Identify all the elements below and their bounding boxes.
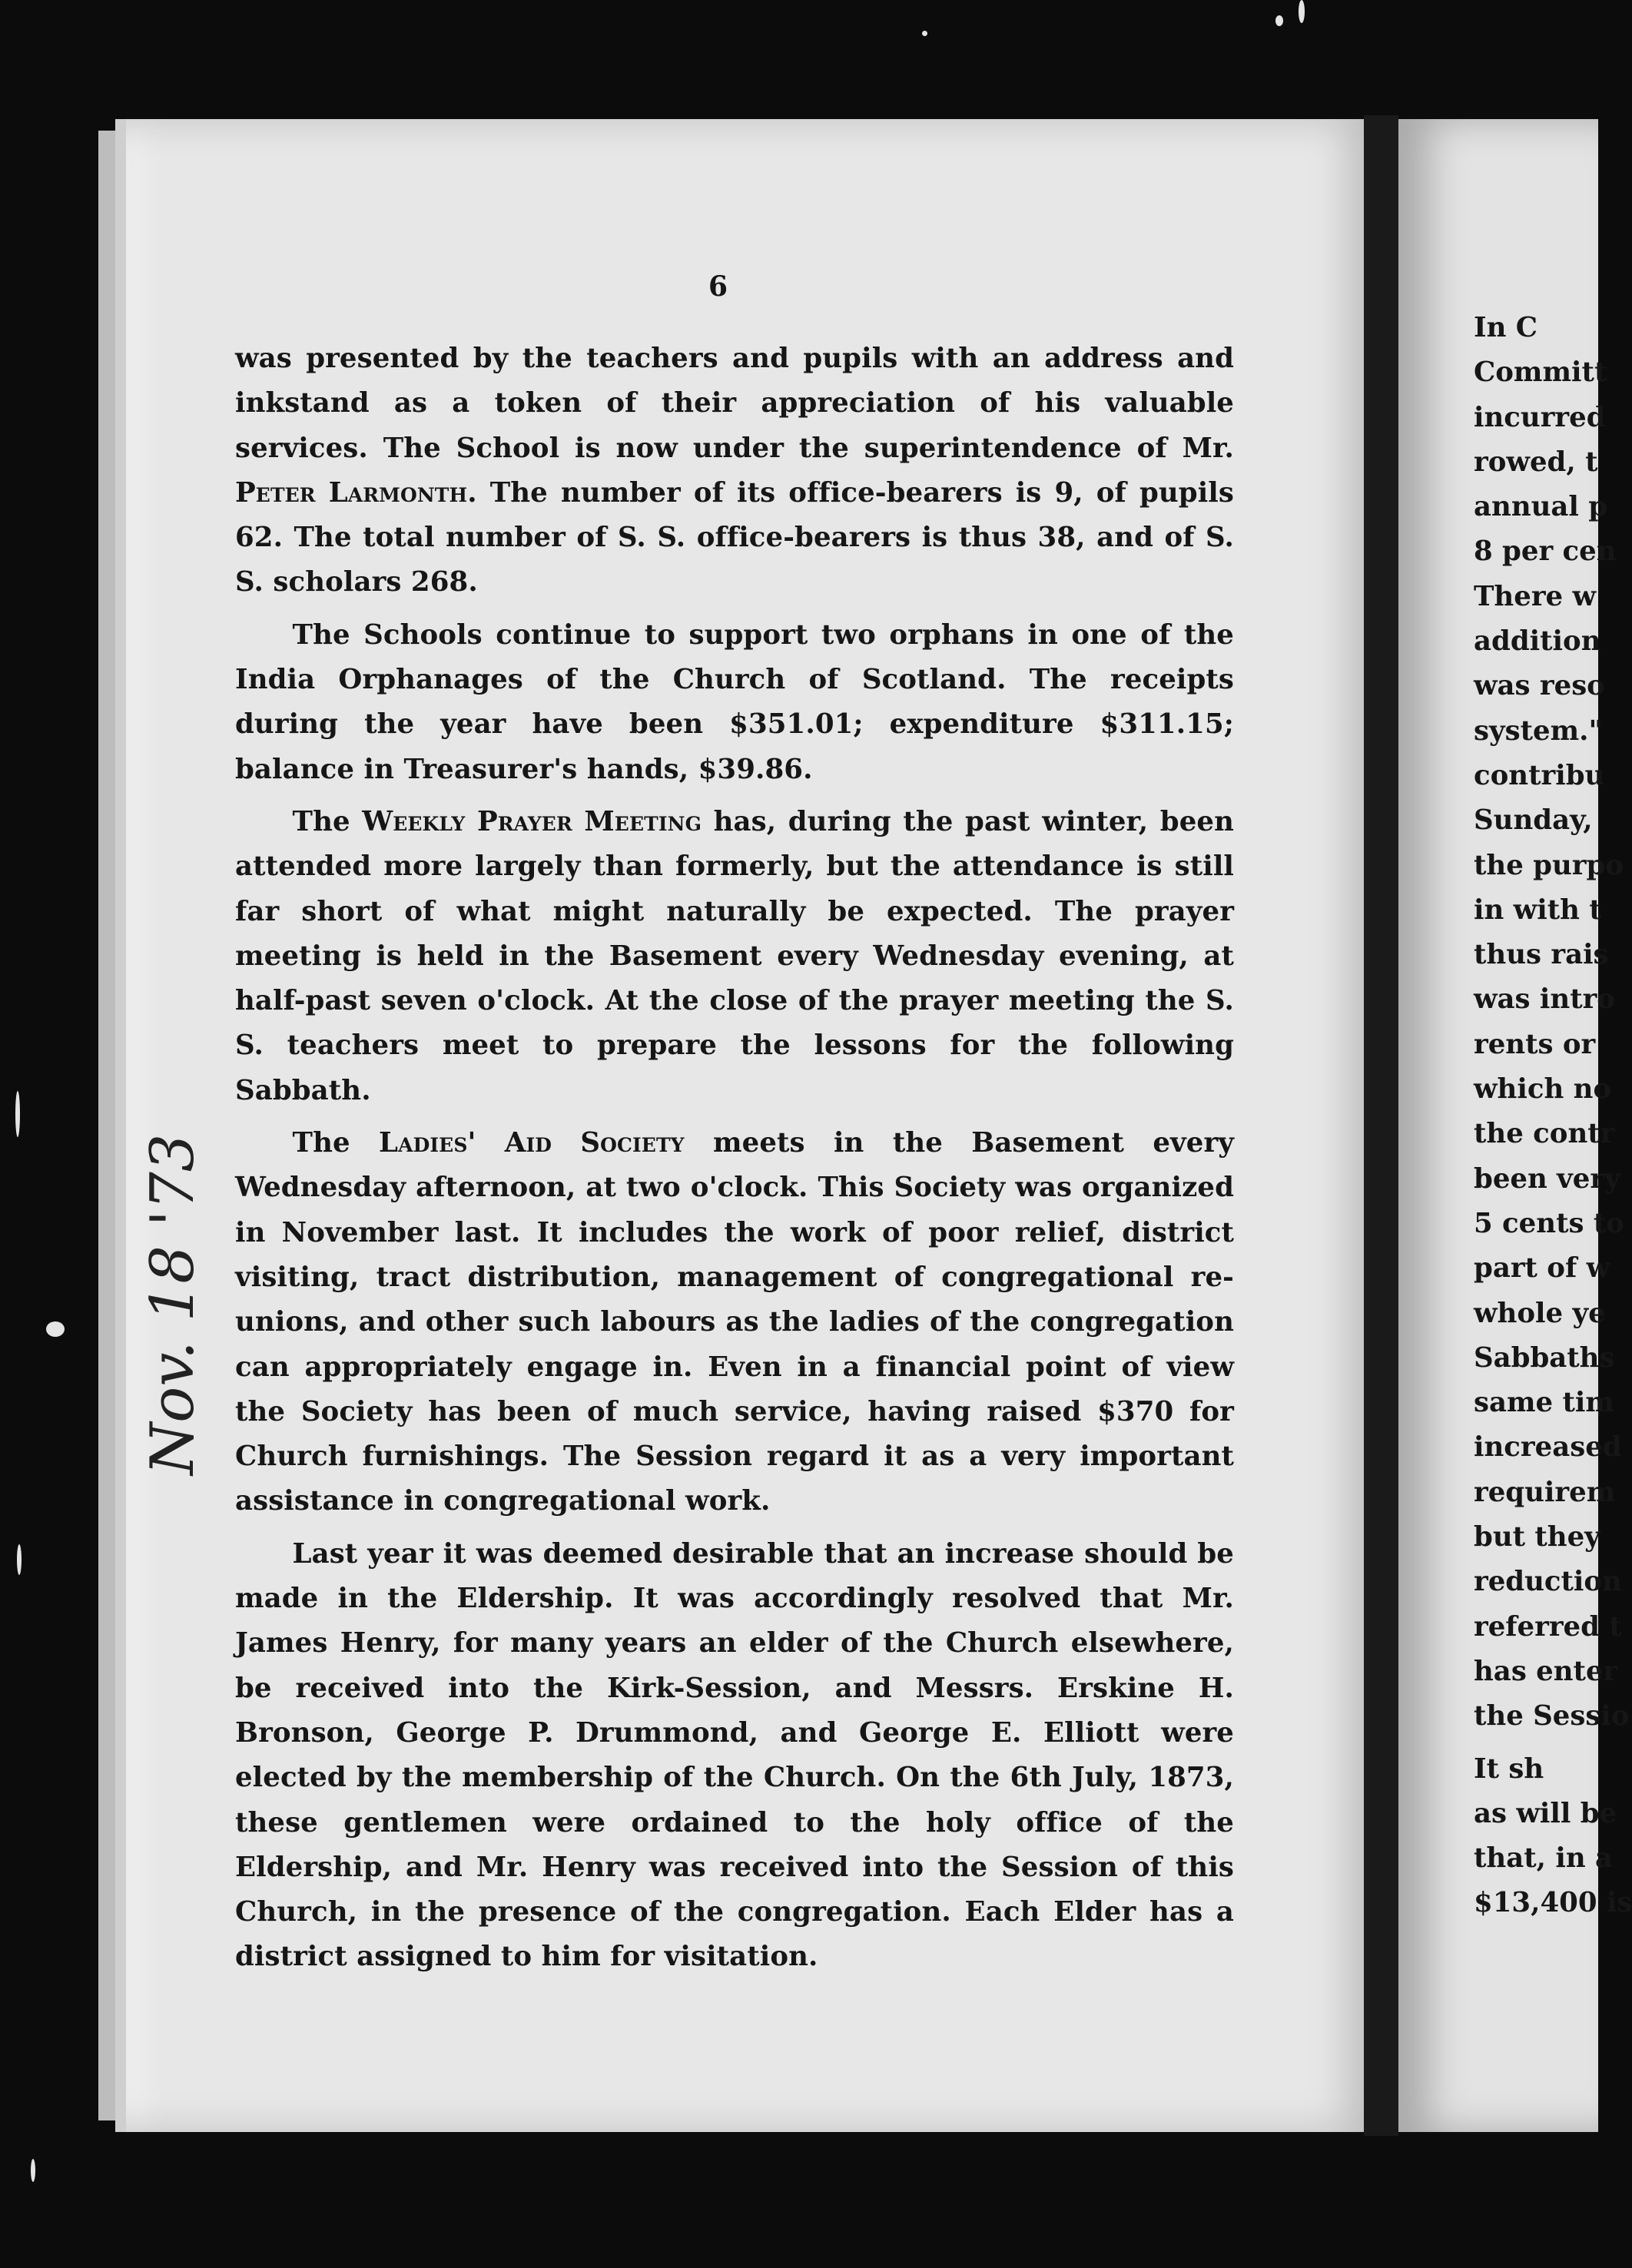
right-page-line: was intro (1474, 983, 1615, 1016)
right-page-line: 8 per cen (1474, 536, 1617, 568)
superintendent-name: Peter Larmonth. (235, 476, 477, 509)
right-page-line: as will be (1474, 1797, 1617, 1829)
paragraph-school (235, 337, 1234, 605)
right-page-line: rents or (1474, 1028, 1596, 1060)
right-page-line: thus rais (1474, 939, 1609, 971)
right-page-line: annual p (1474, 491, 1608, 523)
right-page-line: part of w (1474, 1252, 1610, 1285)
right-page-line: incurred (1474, 401, 1606, 433)
left-page-text (235, 337, 1234, 1988)
dust-speck (922, 31, 927, 36)
paragraph-text: was presented by the teachers and pupils with an address and inkstand as a token of their appreciation of his valuable services. The School is now under the superintendence of Mr. (235, 343, 1234, 464)
dust-speck (17, 1544, 22, 1575)
handwritten-margin-note: Nov. 18 '73 (138, 1133, 207, 1475)
right-page-line: Sunday, (1474, 804, 1593, 837)
paragraph-eldership: Last year it was deemed desirable that an increase should be made in the Eldership. It was accordingly resolved that Mr. James Henry, for many years an elder of the Church elsewhere, be received into the Kirk-Session, and Messrs. Erskine H. Bronson, George P. Drummond, and George E. Elliott were elected by the membership of the Church. On the 6th July, 1873, these gentlemen were ordained to the holy office of the Eldership, and Mr. Henry was received into the Session of this Church, in the presence of the congregation. Each Elder has a district assigned to him for visitation. (235, 1537, 1234, 1973)
paragraph-text: has, during the past winter, been attended more largely than formerly, but the attendance is still far short of what might naturally be expected. The prayer meeting is held in the Basement every Wednesday evening, at half-past seven o'clock. At the close of the prayer meeting the S. S. teachers meet to prepare the lessons for the following Sabbath. (235, 805, 1235, 1106)
right-page-line: the contr (1474, 1118, 1615, 1150)
right-page-line: Sabbaths (1474, 1341, 1615, 1374)
right-page-line: referred t (1474, 1610, 1622, 1643)
right-page-line: in with t (1474, 894, 1602, 926)
paragraph-text: The number of its office-bearers is 9, of pupils 62. The total number of S. S. office-bearers is thus 38, and of S. S. scholars 268. (235, 476, 1234, 598)
right-page-line: that, in a (1474, 1842, 1613, 1875)
dust-speck (1299, 0, 1305, 23)
dust-speck (46, 1321, 65, 1337)
dust-speck (1275, 15, 1283, 26)
paragraph-prayer-meeting (235, 800, 1234, 1113)
right-page-line: requirem (1474, 1476, 1616, 1508)
right-page-line: the purpo (1474, 849, 1624, 881)
right-page-line: rowed, t (1474, 446, 1598, 478)
section-heading-ladies-aid: Ladies' Aid Society (379, 1127, 685, 1159)
right-page-line: addition (1474, 625, 1601, 658)
book-gutter (1364, 115, 1398, 2136)
right-page-line: has enter (1474, 1655, 1618, 1687)
paragraph-ladies-aid (235, 1121, 1234, 1524)
section-heading-prayer-meeting: Weekly Prayer Meeting (362, 805, 702, 837)
right-page-line: was reso (1474, 670, 1605, 702)
right-page-line: but they (1474, 1521, 1600, 1553)
right-page-line: contribu (1474, 759, 1605, 791)
right-page-line: been very (1474, 1162, 1620, 1195)
right-page-line: increased (1474, 1431, 1622, 1464)
paragraph-text: meets in the Basement every Wednesday afternoon, at two o'clock. This Society was organized in November last. It includes the work of poor relief, district visiting, tract distribution, management of congregational re-unions, and other such labours as the ladies of the congregation can appropriately engage in. Even in a financial point of view the Society has been of much service, having raised $370 for Church furnishings. The Session regard it as a very important assistance in congregational work. (235, 1127, 1235, 1517)
right-page-line: 5 cents to (1474, 1207, 1624, 1239)
right-page-line: whole ye (1474, 1297, 1606, 1329)
right-page-line: There w (1474, 580, 1597, 612)
right-page-line: $13,400 is (1474, 1887, 1632, 1919)
dust-speck (31, 2159, 35, 2182)
right-page-line: In C (1474, 312, 1538, 343)
paragraph-lead: The (292, 1127, 380, 1159)
right-page-line: the Sessio (1474, 1700, 1630, 1732)
paragraph-lead: The (292, 805, 363, 837)
right-page-line: reduction (1474, 1566, 1622, 1598)
page-number: 6 (708, 270, 728, 303)
right-page-line: system." (1474, 715, 1604, 747)
right-page-line: Committ (1474, 356, 1607, 389)
paragraph-orphans: The Schools continue to support two orphans in one of the India Orphanages of the Church of Scotland. The receipts during the year have been $351.01; expenditure $311.15; balance in Treasurer's hands, $39.86. (235, 618, 1234, 785)
right-page-line: It sh (1474, 1752, 1544, 1785)
right-page-line: same tim (1474, 1387, 1614, 1419)
dust-speck (15, 1091, 20, 1137)
right-page-line: which no (1474, 1073, 1612, 1106)
right-page-text-fragments (1474, 306, 1632, 1926)
